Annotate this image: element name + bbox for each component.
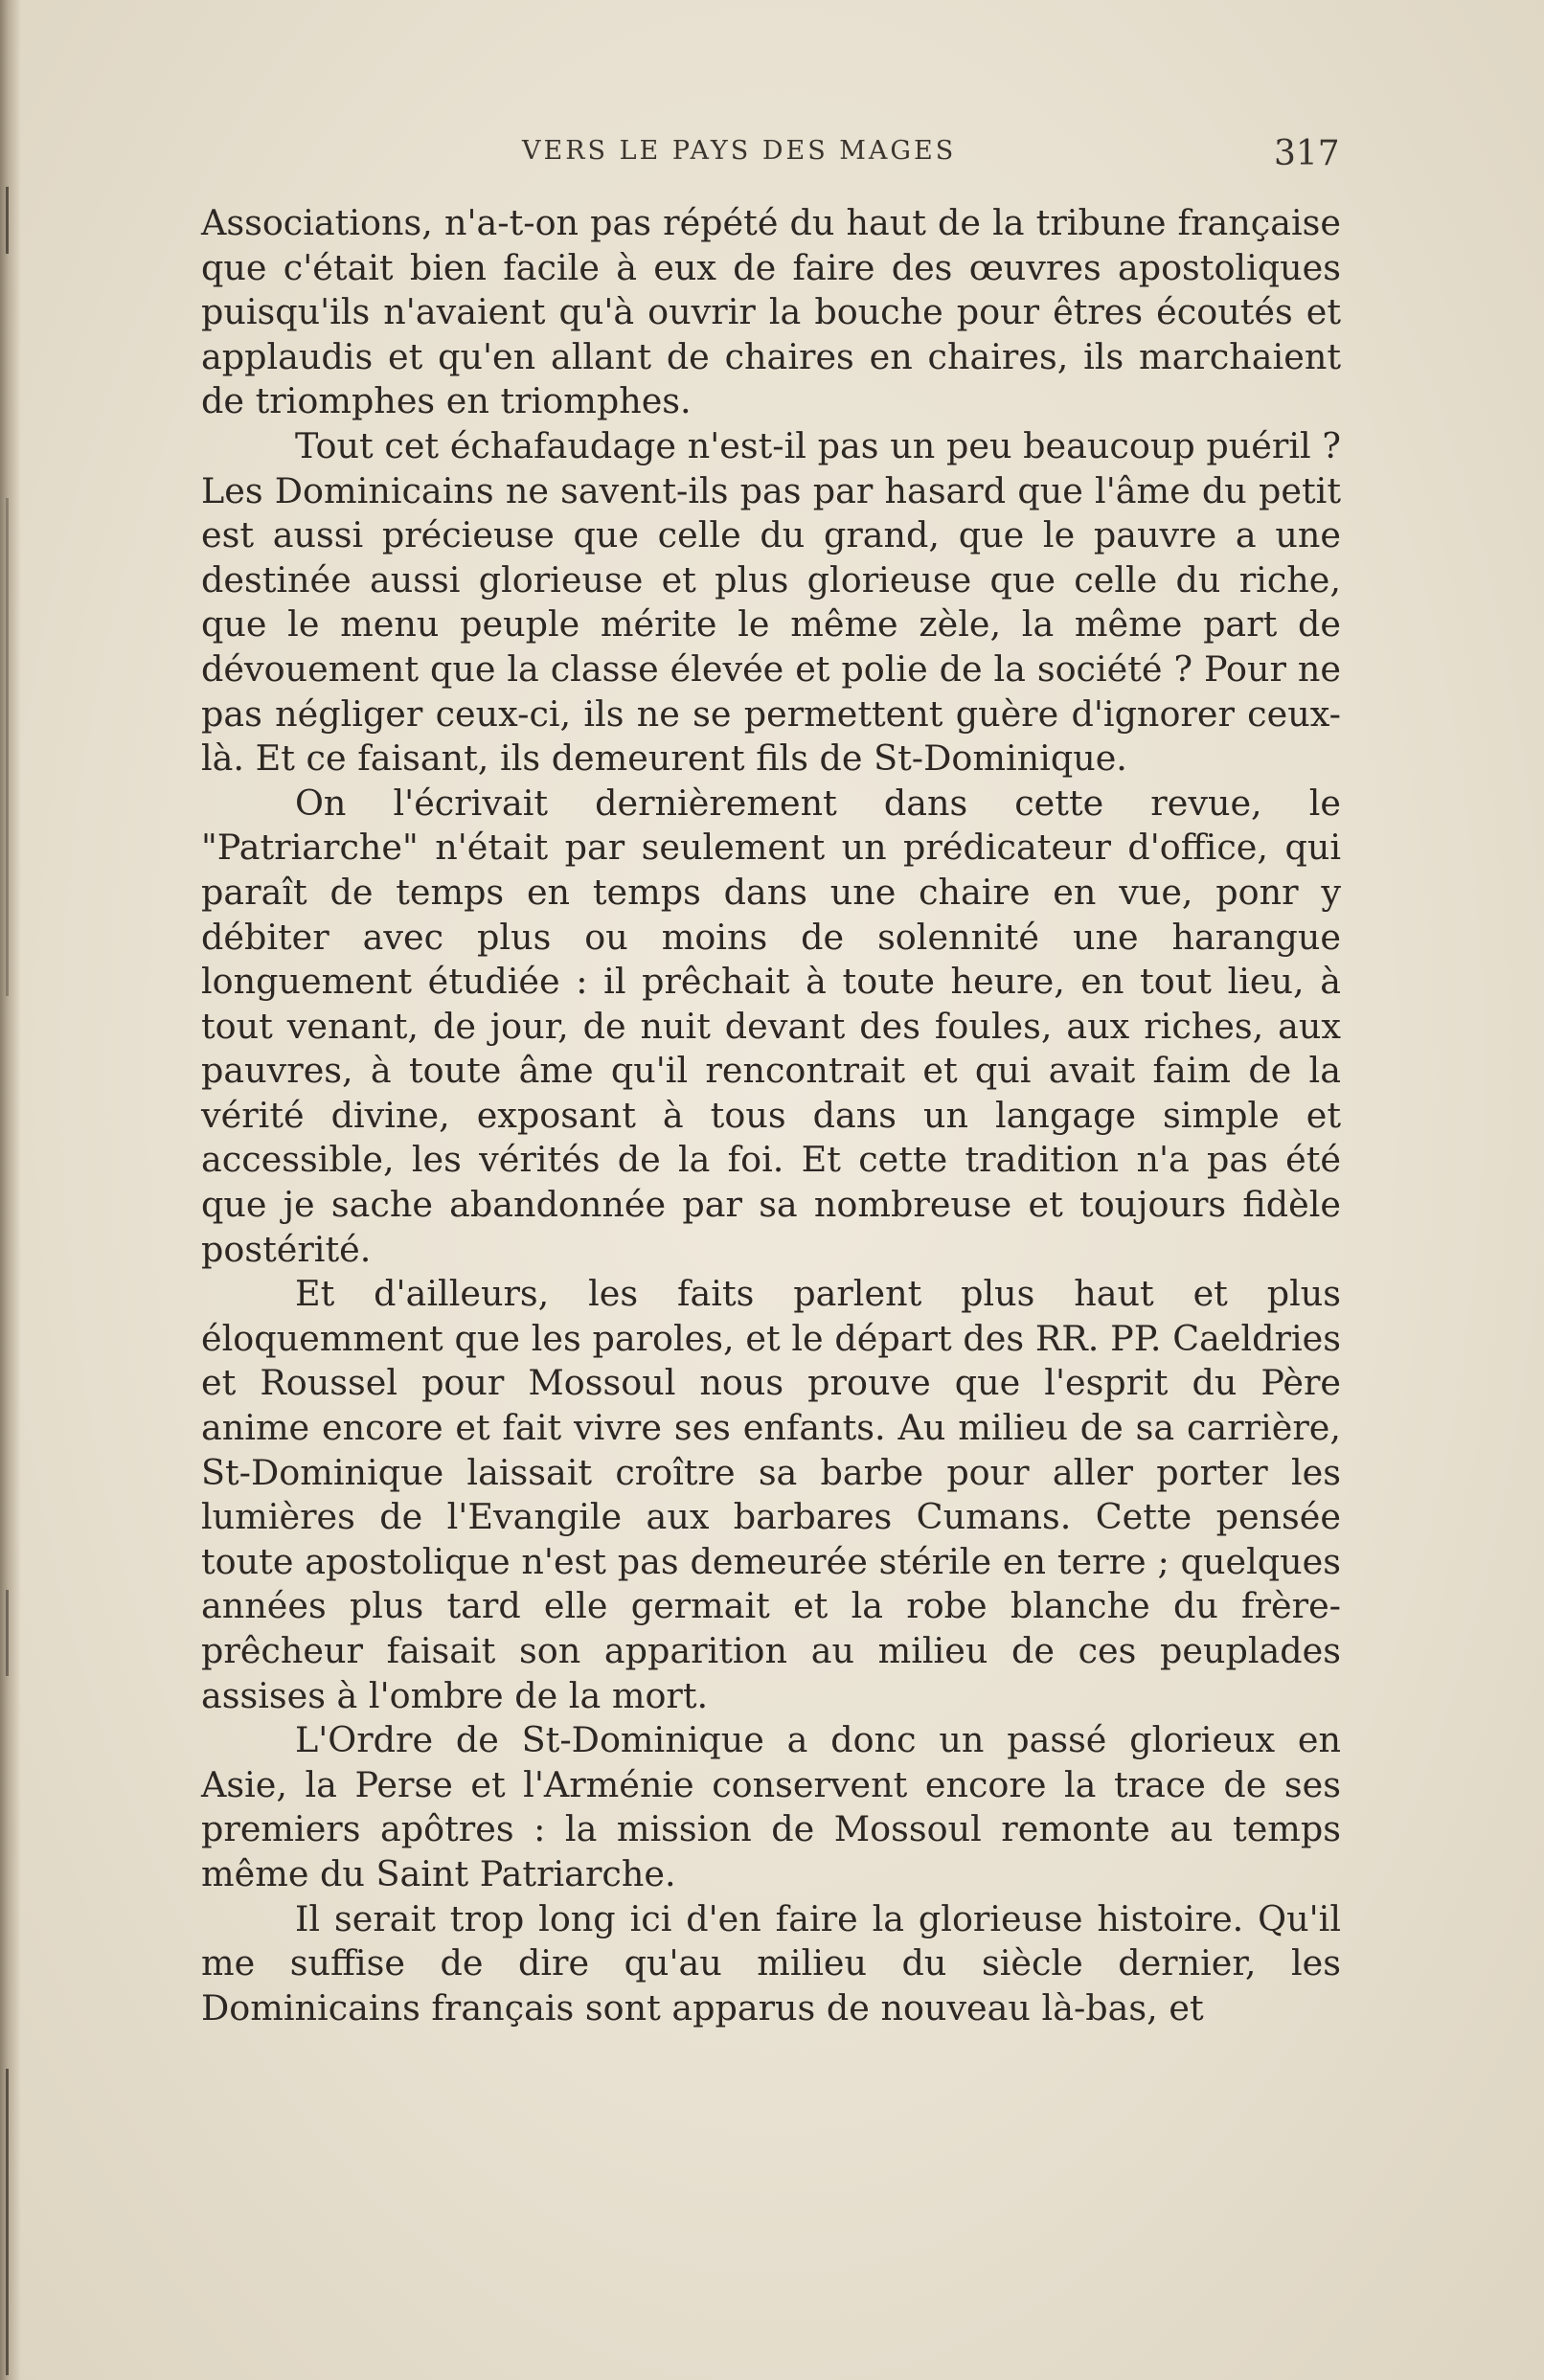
page-gutter-shadow bbox=[0, 0, 21, 2380]
page-number: 317 bbox=[1274, 134, 1340, 173]
page-edge-mark bbox=[6, 187, 9, 254]
paragraph: L'Ordre de St-Dominique a donc un passé glorieux en Asie, la Perse et l'Arménie conservent encore la trace de ses premiers apôtres : la mission de Mossoul remonte au temps même du Saint Patriarche. bbox=[201, 1719, 1341, 1894]
page-edge-mark bbox=[6, 498, 9, 996]
paragraph: Et d'ailleurs, les faits parlent plus haut et plus éloquemment que les paroles, et le départ des RR. PP. Caeldries et Roussel pour Mossoul nous prouve que l'esprit du Père anime encore et fait vivre ses enfants. Au milieu de sa carrière, St-Dominique laissait croître sa barbe pour aller porter les lumières de l'Evangile aux barbares Cumans. Cette pensée toute apostolique n'est pas demeurée stérile en terre ; quelques années plus tard elle germait et la robe blanche du frère-prêcheur faisait son apparition au milieu de ces peuplades assises à l'ombre de la mort. bbox=[201, 1273, 1341, 1716]
page-edge-mark bbox=[6, 1590, 9, 1676]
body-text bbox=[201, 201, 1341, 2030]
paragraph: Il serait trop long ici d'en faire la glorieuse histoire. Qu'il me suffise de dire qu'au milieu du siècle dernier, les Dominicains français sont apparus de nouveau là-bas, et bbox=[201, 1897, 1341, 2029]
paragraph: Tout cet échafaudage n'est-il pas un peu beaucoup puéril ? Les Dominicains ne savent-ils pas par hasard que l'âme du petit est aussi précieuse que celle du grand, que le pauvre a une destinée aussi glorieuse et plus glorieuse que celle du riche, que le menu peuple mérite le même zèle, la même part de dévouement que la classe élevée et polie de la société ? Pour ne pas négliger ceux-ci, ils ne se permettent guère d'ignorer ceux-là. Et ce faisant, ils demeurent fils de St-Dominique. bbox=[201, 424, 1341, 780]
page-edge-mark bbox=[6, 2069, 9, 2375]
paragraph: On l'écrivait dernièrement dans cette revue, le "Patriarche" n'était par seulement un prédicateur d'office, qui paraît de temps en temps dans une chaire en vue, ponr y débiter avec plus ou moins de solennité une harangue longuement étudiée : il prêchait à toute heure, en tout lieu, à tout venant, de jour, de nuit devant des foules, aux riches, aux pauvres, à toute âme qu'il rencontrait et qui avait faim de la vérité divine, exposant à tous dans un langage simple et accessible, les vérités de la foi. Et cette tradition n'a pas été que je sache abandonnée par sa nombreuse et toujours fidèle postérité. bbox=[201, 782, 1341, 1270]
paragraph: Associations, n'a-t-on pas répété du haut de la tribune française que c'était bien facile à eux de faire des œuvres apostoliques puisqu'ils n'avaient qu'à ouvrir la bouche pour êtres écoutés et applaudis et qu'en allant de chaires en chaires, ils marchaient de triomphes en triomphes. bbox=[201, 202, 1341, 422]
running-title: VERS LE PAYS DES MAGES bbox=[522, 136, 957, 166]
